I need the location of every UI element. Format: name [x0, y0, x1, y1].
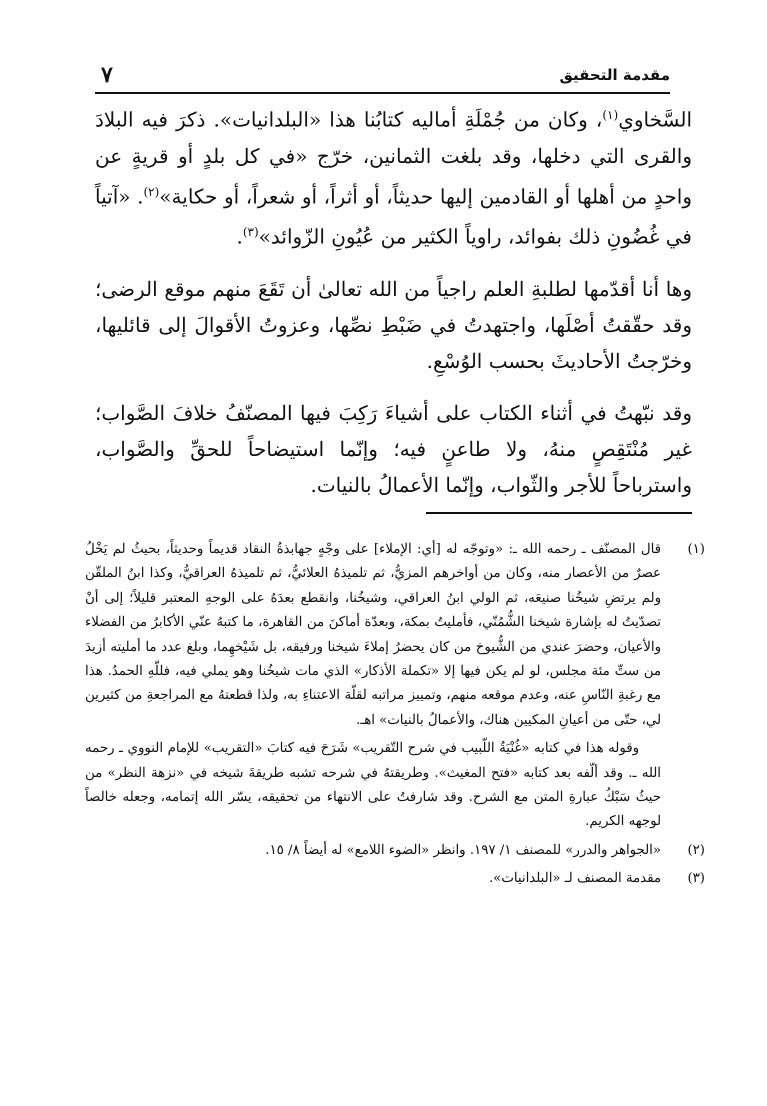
page-number: ٧ — [101, 62, 113, 88]
footnote-3-text: مقدمة المصنف لـ «البلدانيات». — [488, 871, 661, 887]
paragraph-2: وها أنا أقدّمها لطلبةِ العلم راجياً من الله تعالىٰ أن تَقَعَ منهم موقع الرضى؛ وقد حقّقتُ أصْلَها، واجتهدتُ في ضَبْطِ نصِّها، وعزوتُ الأقوالَ إلى قائليها، وخرّجتُ الأحاديثَ بحسب الوُسْعِ. — [95, 276, 692, 373]
footnotes — [85, 538, 705, 896]
footnote-body — [85, 538, 661, 835]
footnote-body — [85, 867, 661, 891]
footnote-3 — [85, 867, 705, 891]
header-title: مقدمة التحقيق — [559, 66, 670, 84]
paragraph-1-middle: ، وكان من جُمْلَةِ أماليه كتابُنا هذا «البلدانيات». ذكرَ فيه البلادَ والقرى التي دخلها، وقد بلغت الثمانين، خرّج «في كل بلدٍ أو قريةٍ عن واحدٍ من أهلها أو القادمين إليها حديثاً، أو أثراً، أو شعراً، أو حكاية» — [95, 107, 692, 209]
main-text — [95, 97, 692, 519]
footnote-1 — [85, 538, 705, 835]
footnote-ref-1: (١) — [602, 108, 619, 122]
footnote-2-text: «الجواهر والدرر» للمصنف ١/ ١٩٧. وانظر «الضوء اللامع» له أيضاً ٨/ ١٥. — [265, 842, 661, 858]
footnote-1-continuation: وقوله هذا في كتابه «غُنْيَةُ اللّبيب في شرح التّقريب» شَرَحَ فيه كتابَ «التقريب» للإمام النووي ـ رحمه الله ـ. وقد ألّفه بعد كتابه «فتح المغيث». وطريقتهُ في شرحه تشبه طريقةَ شيخه في «نزهة النظر» من حيثُ سَبْكُ عبارةِ المتن مع الشرح. وقد شارفتُ على الانتهاء من تحقيقه، يسّر الله إتمامه، وجعله خالصاً لوجهه الكريم. — [85, 741, 661, 830]
footnote-body — [85, 839, 661, 863]
footnote-ref-2: (٢) — [143, 184, 160, 199]
footnote-divider — [426, 512, 692, 514]
paragraph-3: وقد نبّهتُ في أثناء الكتاب على أشياءَ رَكِبَ فيها المصنّفُ خلافَ الصَّواب؛ غير مُنْتَقِصٍ منهُ، ولا طاعنٍ فيه؛ وإنّما استيضاحاً للحقِّ والصَّواب، واسترباحاً للأجر والثّواب، وإنّما الأعمالُ بالنيات. — [95, 400, 692, 497]
paragraph-1-start: السَّخاوي — [618, 107, 692, 132]
footnote-number: (١) — [687, 542, 705, 557]
footnote-2 — [85, 839, 705, 863]
paragraph-1 — [95, 97, 692, 255]
footnote-number: (٣) — [687, 871, 705, 887]
footnote-number: (٢) — [687, 842, 705, 858]
paragraph-1-end: . — [236, 224, 243, 249]
footnote-1-text: قال المصنّف ـ رحمه الله ـ: «وتوجّه له [أي: الإملاء] على وجْهٍ جهابذةُ النقاد قديماً وحديثاً، بحيثُ لم يَخْلُ عصرٌ من الأعصار منه، وكان من أواخرهم المزيُّ، ثم تلميذهُ العلائيُّ، ثم تلميذهُ العراقيُّ، وكذا ابنُ الملقّن ولم يرتضِ شيخُنا صنيعَه، ثم الولي ابنُ العراقي، وشيخُنا، وانقطع بعدَهُ على الوجهِ المعتبر قليلاً؛ إلى أنْ تصدّيتُ له بإشارة شيخنا الشُّمُنّي، فأمليتُ بمكة، وبعدّة أماكنَ من القاهرة، ما كتبهُ عنّي الأكابرُ من الفضلاء والأعيان، وحضرَ عندي من الشُّيوخ من كان يحضرُ إملاءَ شيخنا ورفيقه، بل شَيْخهِما، وبلغ عدد ما أمليته أزيدَ من ستِّ مئة مجلس، لو لم يكن فيها إلا «تكملة الأذكار» الذي مات شيخُنا وهو يملي فيه، فللّهِ الحمدُ. هذا مع رغبةِ النّاسِ عنه، وعدم موقعه منهم، وتمييز مراتبه لقلّة الاعتناءِ به، ولذا قطعتهُ مع المراجعةِ من كثيرين لي، حتّى من أعيانِ المكيين هناك، والأعمالُ بالنيات» اهـ. — [85, 542, 661, 728]
paragraph-1-quote: . «آتياً في غُضُونِ ذلك بفوائد، راوياً الكثير من عُيُونِ الزّوائد» — [95, 184, 692, 249]
running-header — [95, 58, 670, 94]
footnote-ref-3: (٣) — [242, 225, 259, 240]
